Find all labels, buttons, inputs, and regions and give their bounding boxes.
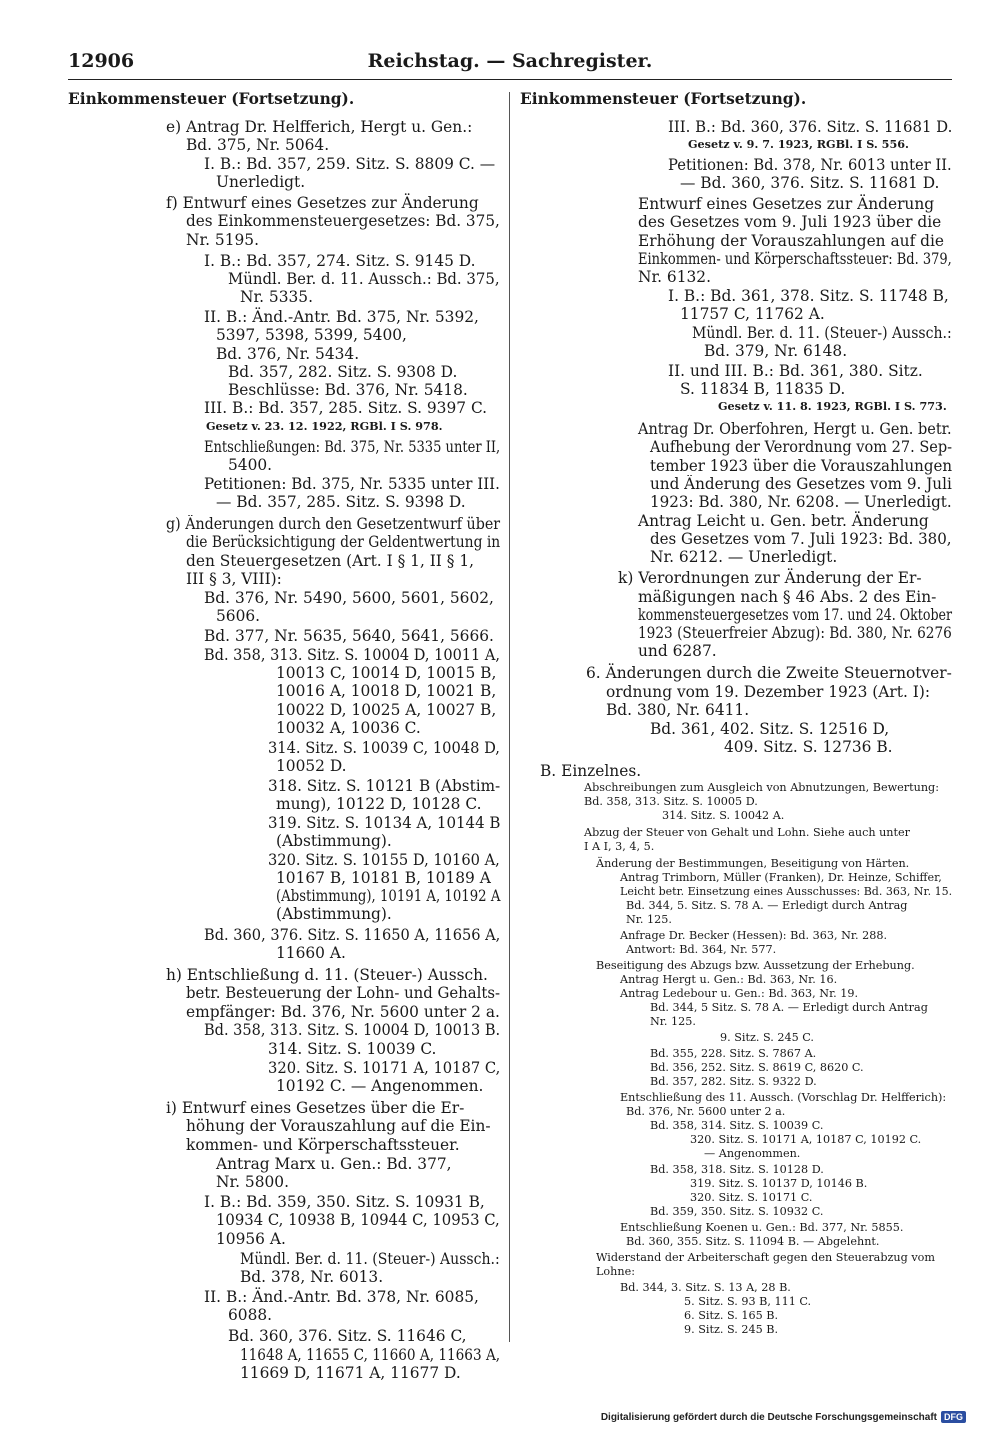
- index-line: Nr. 5800.: [216, 1173, 289, 1191]
- index-line: — Bd. 360, 376. Sitz. S. 11681 D.: [680, 174, 940, 192]
- index-line: Bd. 357, 282. Sitz. S. 9322 D.: [650, 1075, 817, 1088]
- index-line: 318. Sitz. S. 10121 B (Abstim-: [268, 777, 501, 795]
- index-line: Gesetz v. 9. 7. 1923, RGBl. I S. 556.: [688, 137, 909, 151]
- index-line: 314. Sitz. S. 10039 C.: [268, 1040, 437, 1058]
- index-line: 1923 (Steuerfreier Abzug): Bd. 380, Nr. 6276: [638, 624, 952, 642]
- index-line: Bd. 358, 318. Sitz. S. 10128 D.: [650, 1163, 824, 1176]
- index-line: 1923: Bd. 380, Nr. 6208. — Unerledigt.: [650, 493, 952, 511]
- index-line: Nr. 125.: [626, 913, 672, 926]
- index-line: Bd. 375, Nr. 5064.: [186, 136, 330, 154]
- index-line: 5397, 5398, 5399, 5400,: [216, 326, 407, 344]
- index-line: empfänger: Bd. 376, Nr. 5600 unter 2 a.: [186, 1003, 500, 1021]
- index-line: Bd. 376, Nr. 5434.: [216, 345, 360, 363]
- index-line: III. B.: Bd. 357, 285. Sitz. S. 9397 C.: [204, 399, 488, 417]
- index-line: Nr. 6132.: [638, 268, 711, 286]
- index-line: I. B.: Bd. 359, 350. Sitz. S. 10931 B,: [204, 1193, 485, 1211]
- index-line: Anfrage Dr. Becker (Hessen): Bd. 363, Nr. 288.: [620, 929, 888, 942]
- index-line: (Abstimmung).: [276, 905, 392, 923]
- index-line: Bd. 358, 313. Sitz. S. 10004 D, 10011 A,: [204, 646, 500, 664]
- index-line: Bd. 360, 355. Sitz. S. 11094 B. — Abgelehnt.: [626, 1235, 880, 1248]
- index-line: 5606.: [216, 607, 261, 625]
- index-line: 320. Sitz. S. 10171 A, 10187 C,: [268, 1059, 501, 1077]
- index-line: Bd. 355, 228. Sitz. S. 7867 A.: [650, 1047, 817, 1060]
- index-line: betr. Besteuerung der Lohn- und Gehalts-: [186, 984, 500, 1002]
- dfg-logo: DFG: [941, 1411, 966, 1423]
- index-line: Unerledigt.: [216, 173, 306, 191]
- index-line: III § 3, VIII):: [186, 570, 282, 588]
- index-line: Nr. 125.: [650, 1015, 696, 1028]
- index-line: Bd. 380, Nr. 6411.: [606, 701, 750, 719]
- index-line: und 6287.: [638, 642, 717, 660]
- index-line: Bd. 359, 350. Sitz. S. 10932 C.: [650, 1205, 824, 1218]
- index-line: g) Änderungen durch den Gesetzentwurf über: [166, 515, 501, 533]
- index-line: — Bd. 357, 285. Sitz. S. 9398 D.: [216, 493, 466, 511]
- index-line: 11669 D, 11671 A, 11677 D.: [240, 1364, 461, 1382]
- index-line: Bd. 379, Nr. 6148.: [704, 342, 848, 360]
- index-line: Entwurf eines Gesetzes zur Änderung: [638, 195, 935, 213]
- index-line: Bd. 376, Nr. 5490, 5600, 5601, 5602,: [204, 589, 494, 607]
- funding-note: Digitalisierung gefördert durch die Deutsche Forschungsgemeinschaft: [600, 1411, 937, 1423]
- index-line: des Gesetzes vom 7. Juli 1923: Bd. 380,: [650, 530, 952, 548]
- index-line: Petitionen: Bd. 378, Nr. 6013 unter II.: [668, 156, 952, 174]
- index-line: 10192 C. — Angenommen.: [276, 1077, 484, 1095]
- index-line: Petitionen: Bd. 375, Nr. 5335 unter III.: [204, 475, 500, 493]
- index-line: Antrag Marx u. Gen.: Bd. 377,: [216, 1155, 452, 1173]
- index-line: 6. Sitz. S. 165 B.: [684, 1309, 779, 1322]
- index-line: Nr. 5335.: [240, 288, 313, 306]
- index-line: 5. Sitz. S. 93 B, 111 C.: [684, 1295, 812, 1308]
- index-line: Bd. 361, 402. Sitz. S. 12516 D,: [650, 720, 890, 738]
- index-line: ordnung vom 19. Dezember 1923 (Art. I):: [606, 683, 931, 701]
- index-line: Erhöhung der Vorauszahlungen auf die: [638, 232, 945, 250]
- index-line: Nr. 6212. — Unerledigt.: [650, 548, 838, 566]
- index-line: 314. Sitz. S. 10042 A.: [662, 809, 785, 822]
- index-line: 11757 C, 11762 A.: [680, 305, 825, 323]
- index-line: Einkommen- und Körperschaftssteuer: Bd. 379,: [638, 250, 952, 268]
- index-line: 320. Sitz. S. 10171 C.: [690, 1191, 813, 1204]
- index-line: 10016 A, 10018 D, 10021 B,: [276, 682, 497, 700]
- index-line: 6088.: [228, 1306, 273, 1324]
- index-line: Abschreibungen zum Ausgleich von Abnutzungen, Bewertung:: [584, 781, 939, 794]
- page-number: 12906: [68, 50, 135, 72]
- index-line: f) Entwurf eines Gesetzes zur Änderung: [166, 194, 479, 212]
- running-title: Reichstag. — Sachregister.: [367, 50, 653, 72]
- header-rule: [68, 79, 952, 80]
- index-line: Entschließung des 11. Aussch. (Vorschlag Dr. Helfferich):: [620, 1091, 947, 1104]
- index-line: 320. Sitz. S. 10171 A, 10187 C, 10192 C.: [690, 1133, 922, 1146]
- index-line: 319. Sitz. S. 10134 A, 10144 B: [268, 814, 501, 832]
- index-line: II. B.: Änd.-Antr. Bd. 378, Nr. 6085,: [204, 1288, 479, 1306]
- index-line: 10022 D, 10025 A, 10027 B,: [276, 701, 497, 719]
- index-line: II. und III. B.: Bd. 361, 380. Sitz.: [668, 362, 923, 380]
- index-line: 6. Änderungen durch die Zweite Steuernotver-: [586, 664, 952, 682]
- footer: [601, 1411, 966, 1423]
- index-line: Antrag Leicht u. Gen. betr. Änderung: [638, 512, 929, 530]
- index-line: 9. Sitz. S. 245 C.: [720, 1031, 814, 1044]
- index-line: Antrag Ledebour u. Gen.: Bd. 363, Nr. 19.: [620, 987, 859, 1000]
- index-line: des Einkommensteuergesetzes: Bd. 375,: [186, 212, 500, 230]
- index-line: III. B.: Bd. 360, 376. Sitz. S. 11681 D.: [668, 118, 953, 136]
- index-line: Leicht betr. Einsetzung eines Ausschusses: Bd. 363, Nr. 15.: [620, 885, 953, 898]
- index-line: höhung der Vorauszahlung auf die Ein-: [186, 1117, 491, 1135]
- index-line: — Angenommen.: [704, 1147, 801, 1160]
- index-line: kommen- und Körperschaftssteuer.: [186, 1136, 460, 1154]
- index-line: Bd. 360, 376. Sitz. S. 11646 C,: [228, 1327, 467, 1345]
- index-line: Mündl. Ber. d. 11. (Steuer-) Aussch.:: [240, 1250, 500, 1268]
- index-line: Bd. 357, 282. Sitz. S. 9308 D.: [228, 363, 458, 381]
- index-line: Bd. 344, 3. Sitz. S. 13 A, 28 B.: [620, 1281, 791, 1294]
- index-line: Antrag Dr. Oberfohren, Hergt u. Gen. betr.: [638, 420, 952, 438]
- index-line: Beschlüsse: Bd. 376, Nr. 5418.: [228, 381, 468, 399]
- index-line: Entschließung Koenen u. Gen.: Bd. 377, Nr. 5855.: [620, 1221, 904, 1234]
- index-line: 319. Sitz. S. 10137 D, 10146 B.: [690, 1177, 868, 1190]
- index-line: 320. Sitz. S. 10155 D, 10160 A,: [268, 851, 500, 869]
- index-line: Antrag Hergt u. Gen.: Bd. 363, Nr. 16.: [620, 973, 838, 986]
- index-line: I. B.: Bd. 361, 378. Sitz. S. 11748 B,: [668, 287, 949, 305]
- index-line: I A I, 3, 4, 5.: [584, 840, 655, 853]
- index-line: k) Verordnungen zur Änderung der Er-: [618, 569, 922, 587]
- index-line: Bd. 360, 376. Sitz. S. 11650 A, 11656 A,: [204, 926, 501, 944]
- index-line: Bd. 358, 314. Sitz. S. 10039 C.: [650, 1119, 824, 1132]
- index-line: (Abstimmung), 10191 A, 10192 A: [276, 887, 501, 905]
- index-line: Nr. 5195.: [186, 231, 259, 249]
- section-heading: Einkommensteuer (Fortsetzung).: [68, 90, 355, 108]
- index-line: Bd. 344, 5. Sitz. S. 78 A. — Erledigt durch Antrag: [626, 899, 908, 912]
- index-line: Bd. 356, 252. Sitz. S. 8619 C, 8620 C.: [650, 1061, 864, 1074]
- index-line: I. B.: Bd. 357, 259. Sitz. S. 8809 C. —: [204, 155, 496, 173]
- index-line: 9. Sitz. S. 245 B.: [684, 1323, 779, 1336]
- index-line: Entschließungen: Bd. 375, Nr. 5335 unter II,: [204, 438, 501, 456]
- index-line: Aufhebung der Verordnung vom 27. Sep-: [650, 438, 953, 456]
- index-line: (Abstimmung).: [276, 832, 392, 850]
- index-line: i) Entwurf eines Gesetzes über die Er-: [166, 1099, 465, 1117]
- index-line: 10032 A, 10036 C.: [276, 719, 421, 737]
- index-line: 11660 A.: [276, 944, 346, 962]
- column-divider: [509, 92, 510, 1342]
- index-line: 11648 A, 11655 C, 11660 A, 11663 A,: [240, 1346, 501, 1364]
- index-line: Gesetz v. 23. 12. 1922, RGBl. I S. 978.: [206, 419, 443, 433]
- index-line: Mündl. Ber. d. 11. Aussch.: Bd. 375,: [228, 270, 500, 288]
- index-line: 409. Sitz. S. 12736 B.: [724, 738, 893, 756]
- index-line: B. Einzelnes.: [540, 762, 642, 780]
- index-line: Mündl. Ber. d. 11. (Steuer-) Aussch.:: [692, 324, 952, 342]
- index-line: und Änderung des Gesetzes vom 9. Juli: [650, 475, 952, 493]
- index-line: Beseitigung des Abzugs bzw. Aussetzung der Erhebung.: [596, 959, 915, 972]
- index-line: Änderung der Bestimmungen, Beseitigung von Härten.: [596, 857, 910, 870]
- index-line: die Berücksichtigung der Geldentwertung in: [186, 533, 501, 551]
- index-line: Bd. 344, 5 Sitz. S. 78 A. — Erledigt durch Antrag: [650, 1001, 928, 1014]
- index-line: Antwort: Bd. 364, Nr. 577.: [626, 943, 777, 956]
- index-line: Bd. 378, Nr. 6013.: [240, 1268, 384, 1286]
- index-line: 10167 B, 10181 B, 10189 A: [276, 869, 491, 887]
- index-line: Bd. 376, Nr. 5600 unter 2 a.: [626, 1105, 786, 1118]
- index-line: 10956 A.: [216, 1230, 286, 1248]
- index-line: den Steuergesetzen (Art. I § 1, II § 1,: [186, 552, 475, 570]
- index-line: Bd. 377, Nr. 5635, 5640, 5641, 5666.: [204, 627, 494, 645]
- index-line: mäßigungen nach § 46 Abs. 2 des Ein-: [638, 588, 937, 606]
- index-line: Widerstand der Arbeiterschaft gegen den Steuerabzug vom: [596, 1251, 935, 1264]
- page-header: [68, 50, 952, 80]
- index-line: Bd. 358, 313. Sitz. S. 10005 D.: [584, 795, 758, 808]
- index-line: Lohne:: [596, 1265, 635, 1278]
- index-line: Abzug der Steuer von Gehalt und Lohn. Siehe auch unter: [584, 826, 910, 839]
- index-line: 314. Sitz. S. 10039 C, 10048 D,: [268, 739, 500, 757]
- index-line: II. B.: Änd.-Antr. Bd. 375, Nr. 5392,: [204, 308, 479, 326]
- index-line: Bd. 358, 313. Sitz. S. 10004 D, 10013 B.: [204, 1021, 501, 1039]
- index-line: kommensteuergesetzes vom 17. und 24. Oktober: [638, 606, 953, 624]
- index-line: tember 1923 über die Vorauszahlungen: [650, 457, 953, 475]
- index-line: h) Entschließung d. 11. (Steuer-) Aussch.: [166, 966, 488, 984]
- index-line: I. B.: Bd. 357, 274. Sitz. S. 9145 D.: [204, 252, 476, 270]
- index-line: 10052 D.: [276, 757, 347, 775]
- index-line: 10934 C, 10938 B, 10944 C, 10953 C,: [216, 1211, 500, 1229]
- index-line: mung), 10122 D, 10128 C.: [276, 795, 482, 813]
- index-line: Gesetz v. 11. 8. 1923, RGBl. I S. 773.: [718, 399, 947, 413]
- index-line: Antrag Trimborn, Müller (Franken), Dr. Heinze, Schiffer,: [620, 871, 942, 884]
- index-line: des Gesetzes vom 9. Juli 1923 über die: [638, 213, 942, 231]
- index-line: e) Antrag Dr. Helfferich, Hergt u. Gen.:: [166, 118, 473, 136]
- index-line: S. 11834 B, 11835 D.: [680, 380, 846, 398]
- index-line: 10013 C, 10014 D, 10015 B,: [276, 664, 497, 682]
- section-heading: Einkommensteuer (Fortsetzung).: [520, 90, 807, 108]
- index-line: 5400.: [228, 456, 273, 474]
